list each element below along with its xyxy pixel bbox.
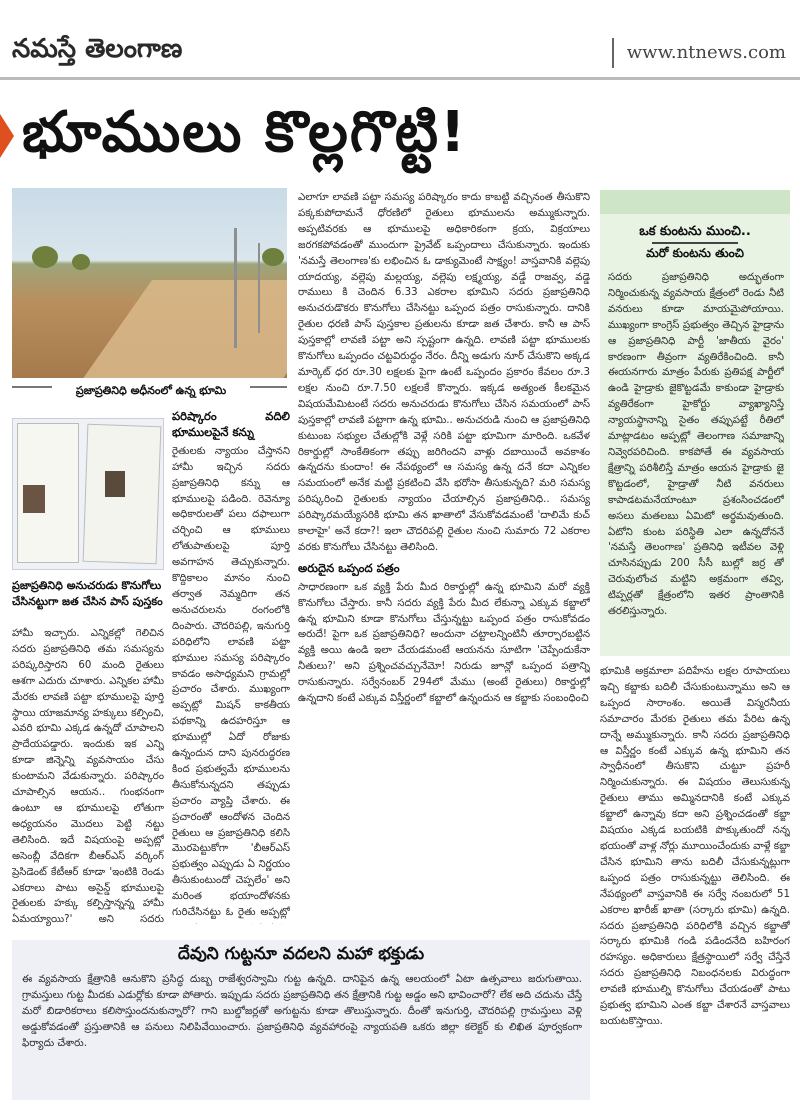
tree xyxy=(262,248,284,266)
photo-caption: ప్రజాప్రతినిధి అధీనంలో ఉన్న భూమి xyxy=(75,384,227,397)
caption-rule xyxy=(12,386,52,388)
paragraph: రైతులకు న్యాయం చేస్తానని హామీ ఇచ్చిన సదరు ప్రజాప్రతినిధి కన్ను ఆ భూములపై పడింది. రెవెన్యూ అధికారులతో పలు దఫాలుగా చర్చించి ఆ భూములు లోతుపాతులపై పూర్తి అవగాహన తెచ్చుకున్నారు. కొద్దికాలం మానం నుంచి తర్వాత నెమ్మదిగా తన అనుచరులను రంగంలోకి దింపారు. చౌదరిపల్లి, ఇనుగుర్తి పరిధిలోని లావణి పట్టా భూముల సమస్య పరిష్కారం కావడం అసాధ్యమని గ్రామల్లో ప్రచారం చేశారు. ముఖ్యంగా అప్పట్లో మిషన్ కాకతీయ పథకాన్ని ఉదహరిస్తూ ఆ భూముల్లో ఏదో రోజుకు ఉన్నందున దాని పునరుద్ధరణ కింద ప్రభుత్వమే భూములను తీసుకోనున్నదని తప్పుడు ప్రచారం వ్యాప్తి చేశారు. ఈ ప్రచారంతో ఆందోళన చెందిన రైతులు ఆ ప్రజాప్రతినిధి కలిసి మొరపెట్టుకోగా 'బీఆర్ఎస్ ప్రభుత్వం ఎప్పుడు ఏ నిర్ణయం తీసుకుంటుందో చెప్పలేం' అని మరింత భయాందోళనకు గురిచేసినట్టు ఓ రైతు అప్పట్లో xyxy=(172,445,290,919)
owner-photo xyxy=(105,471,125,497)
subheading: పరిష్కారం వదిలి భూములపైనే కన్ను xyxy=(172,409,290,439)
sidebar-band xyxy=(600,190,790,214)
land-photo xyxy=(12,188,287,378)
arrow-icon xyxy=(0,114,14,158)
feature-title: దేవుని గుట్టనూ వదలని మహా భక్తుడు xyxy=(177,944,425,964)
pole xyxy=(258,243,260,333)
article-column-1 xyxy=(12,626,164,926)
sidebar-text xyxy=(608,270,784,652)
paragraph: భూమికి అక్రమాలా పదిహేను లక్షల రూపాయలు ఇచ్చి కబ్జాకు బదిలీ చేసుకుంటున్నాము అని ఆ ఒప్పంద సారాంశం. అయితే విస్మరనీయ సమాచారం మేరకు రైతులు తమ పేరిట ఉన్న దాన్నే అమ్ముకున్నారు. కానీ సదరు ప్రజాప్రతినిధి ఆ విస్తీర్ణం కంటే ఎక్కువ ఉన్న భూమిని తన స్వాధీనంలో తీసుకొని చుట్టూ ప్రహరీ నిర్మించుకున్నారు. ఈ విషయం తెలుసుకున్న రైతులు తాము అమ్మినదానికి కంటే ఎక్కువ కబ్జాలో ఉన్నావు కదా అని ప్రశ్నించడంతో కబ్జా విషయం ఎక్కడ బయటికి పొక్కుతుందో నన్న భయంతో వాళ్ల నోర్లు మూయించేందుకు వాళ్లే కబ్జా చేసిన భూమిని తాను బదిలీ చేసుకున్నట్లుగా ఒప్పంద పత్రం రాసుకున్నట్టు తెలిసింది. ఈ నేపథ్యంలో వాస్తవానికి ఈ సర్వే నంబరులో 51 ఎకరాల ఖారీజ్ ఖాతా (సర్కారు భూమి) ఉన్నది. సదరు ప్రజాప్రతినిధి పరిధిలోకి వచ్చిన కబ్జాతో సర్కారు భూమికి గండి పడిందనేది బహిరంగ రహస్యం. అధికారులు క్షేత్రస్థాయిలో సర్వే చేస్తేనే సదరు ప్రజాప్రతినిధి నిబంధనలకు విరుద్ధంగా లావణి భూముల్ని కొనుగోలు చేయడంతో పాటు ప్రభుత్వ భూమిని ఎంత కబ్జా చేశారనే వాస్తవాలు బయటకొస్తాయి. xyxy=(600,666,790,1027)
paragraph: హామీ ఇచ్చారు. ఎన్నికల్లో గెలిచిన సదరు ప్రజాప్రతినిధి తమ సమస్యను పరిష్కరిస్తారని 60 మంది రైతులు ఆశగా ఎదురు చూశారు. ఎన్నికల హామీ మేరకు లావణి పట్టా భూములపై పూర్తి స్థాయి యాజమాన్య హక్కులు కల్పించి, ఎవరి భూమి ఎక్కడ ఉన్నదో చూపాలని ప్రాదేయపడ్డారు. ఇందుకు ఇక ఎన్ని కూడా జిన్నెన్ని వ్యవసాయం చేసు కుంటామని వేడుకున్నారు. పరిష్కారం చూపాల్సిన ఆయన.. గుంభనంగా ఉంటూ ఆ భూములపై లోతుగా అధ్యయనం మొదలు పెట్టి నట్టు తెలిసింది. ఇదే విషయంపై అప్పట్లో అసెంబ్లీ వేదికగా బీఆర్ఎస్ వర్కింగ్ ప్రెసిడెంట్ కేటీఆర్ కూడా 'ఇంటికి రెండు ఎకరాలు పాటు అసైన్డ్ భూములపై రైతులకు హక్కు కల్పిస్తాన్నన్న హామీ ఏమయ్యాయి?' అని సదరు xyxy=(12,628,164,926)
article-column-2 xyxy=(172,404,290,924)
sidebar-subtitle: మరో కుంటను తుంచి xyxy=(646,246,744,260)
road-shape xyxy=(12,280,287,378)
owner-photo xyxy=(23,485,45,513)
paragraph: సదరు ప్రజాప్రతినిధి అద్భుతంగా నిర్మించుకున్న వ్యవసాయ క్షేత్రంలో రెండు నీటి వనరులు కూడా మాయమైపోయాయి. ముఖ్యంగా కాంగ్రెస్ ప్రభుత్వం తెచ్చిన హైడ్రాను ఆ ప్రజాప్రతినిధి పార్టీ 'జాతీయ వైరం' కారణంగా తీవ్రంగా వ్యతిరేకించింది. కానీ ఈయనగారు మాత్రం పేరుకు ప్రతిపక్ష పార్టీలో ఉండి హైడ్రాకు జైకొట్టడమే కాకుండా హైడ్రాకు వ్యతిరేకంగా హైకోర్టు వ్యాఖ్యానిస్తే న్యాయస్థానాన్ని సైతం తప్పుపట్టే రీతిలో మాట్లాడటం అప్పట్లో తెలంగాణ సమాజాన్ని నివ్వెరపరిచింది. కాకపోతే ఈ వ్యవసాయ క్షేత్రాన్ని పరిశీలిస్తే మాత్రం ఆయన హైడ్రాకు జై కొట్టడంలో, హైడ్రాతో నీటి వనరులు కాపాడటమనేయాంటూ ప్రశంసించడంలో అసలు మతలబు ఏమిటో అర్థమవుతుంది. ఏటోని కుంట పరిస్థితి ఎలా ఉన్నదోననే 'నమస్తే తెలంగాణ' ప్రతినిధి ఇటీవల వెళ్లి చూసినప్పుడు 200 సీసీ బుల్లో జర్ర తో చెరువులోంచ మట్టిని అక్రమంగా తవ్వి, టిప్పర్లతో క్షేత్రంలోని ఇతర ప్రాంతానికి తరలిస్తున్నారు. xyxy=(608,272,784,618)
divider xyxy=(612,38,614,68)
masthead xyxy=(0,0,800,80)
feature-box xyxy=(12,940,590,1100)
website-url[interactable]: www.ntnews.com xyxy=(626,42,786,63)
article-column-3 xyxy=(298,190,590,930)
subheading: అరుదైన ఒప్పంద పత్రం xyxy=(298,560,400,575)
page-headline: భూములు కొల్లగొట్టి! xyxy=(22,100,468,165)
paragraph: ఎలాగూ లావణి పట్టా సమస్య పరిష్కారం కాదు కాబట్టి వచ్చినంత తీసుకొని పక్కకుపోదామనే ధోరణిలో రైతులు భూములను అమ్ముకున్నారు. అప్పటివరకు ఆ భూములపై అధికారికంగా క్రయ, విక్రయాలు జరగకపోవడంతో ముందుగా ప్రైవేట్ ఒప్పందాలు చేసుకున్నారు. ఇందుకు 'నమస్తే తెలంగాణ'కు లభించిన ఓ డాక్యుమెంటే సాక్ష్యం! వాస్తవానికి వల్లెపు యాదయ్య, వల్లెపు మల్లయ్య, వల్లెపు లక్ష్మయ్య, వడ్డే రాజవ్వ, వడ్డె రాములు కి చెందిన 6.33 ఎకరాల భూమిని సదరు ప్రజాప్రతినిధి అనుచరుడొకరు కొనుగోలు చేసినట్టు ఒప్పంద పత్రం రాసుకున్నారు. దానికి రైతుల ధరణి పాస్ పుస్తకాల ప్రతులను కూడా జత చేశారు. కానీ ఆ పాస్ పుస్తకాల్లో లావణి పట్టా అని స్పష్టంగా ఉన్నది. లావణి పట్టా భూములకు కొనుగోలు ఒప్పందం చట్టవిరుద్ధం నేరం. దీన్ని అడుగు నూర్ చేసుకొని అక్కడ మార్కెట్ ధర రూ.30 లక్షలకు పైగా ఉంటే ఒప్పందం ప్రకారం కేవలం రూ.3 లక్షల నుంచి రూ.7.50 లక్షలకే కొన్నారు. ఇక్కడ అత్యంత కీలకమైన విషయమేమిటంటే సదరు అనుచరుడు కొనుగోలు చేసిన సమయంలో పాస్ పుస్తకాల్లో లావణి పట్టాగా ఉన్న భూమి.. అనుచరుడి నుంచి ఆ ప్రజాప్రతినిధి కుటుంబ సభ్యుల చేతుల్లోకి వెళ్లే సరికి పట్టా భూమిగా మారింది. ఒకవేళ రికార్డుల్లో సాంకేతికంగా తప్పు జరిగిందని వాళ్లు దబాయించే అవకాశం ఉన్నదను కుందాం! ఈ నేపథ్యంలో ఆ సమస్య ఉన్న దనే కదా ఎన్నికల సమయంలో అనేక మట్టి ప్రకటించి వేసి భరోసా తీసుకున్నది? మరి సమస్య పరిష్కరించి రైతులకు న్యాయం చేయాల్సిన ప్రజాప్రతినిధి.. సమస్య పరిష్కారమయ్యేసరికి భూమి తన ఖాతాలో వేసుకోవడమంటే 'దాలిమే కుచ్ కాలాహై' అనే కదా?! ఇలా చౌదరిపల్లి రైతుల నుంచి సుమారు 72 ఎకరాల వరకు కొనుగోలు చేసినట్టు తెలిసింది. xyxy=(298,192,590,553)
pole xyxy=(234,228,237,348)
paragraph: ఈ వ్యవసాయ క్షేత్రానికి ఆనుకొని ప్రసిద్ధ దుబ్బ రాజేశ్వరస్వామి గుట్ట ఉన్నది. దానిపైన ఉన్న ఆలయంలో ఏటా ఉత్సవాలు జరుగుతాయి. గ్రామస్తులు గుట్ట మీదకు ఎడుర్లోకు కూడా పోతారు. ఇప్పుడు సదరు ప్రజాప్రతినిధి తన క్షేత్రానికి గుట్ట అడ్డం అని భావించారో? లేక అది చదును చేస్తే మరో బిడారికరాలు కలిసొస్తుందనుకున్నారో? గాని బుల్డోజర్లతో అగుట్టను కూడా తొలుస్తున్నారు. దీంతో ఇనుగుర్తి, చౌదరిపల్లి గ్రామస్తులు వెళ్లి అడ్డుకోవడంతో ప్రస్తుతానికి ఆ పనులు నిలిపివేయించారు. ప్రజాప్రతినిధి వ్యవహారంపై న్యాయపతి ఒకరు జిల్లా కలెక్టర్ కు లిఖిత పూర్వకంగా ఫిర్యాదు చేశారు. xyxy=(22,974,582,1049)
tree xyxy=(72,254,90,270)
tree xyxy=(32,246,58,268)
feature-text xyxy=(22,972,582,1096)
article-column-4 xyxy=(600,664,790,1092)
passbook-image xyxy=(12,418,164,570)
headline-block xyxy=(0,96,800,176)
title-underline xyxy=(652,242,738,244)
sidebar-title: ఒక కుంటను ముంచి.. xyxy=(639,224,751,239)
newspaper-logo: నమస్తే తెలంగాణ xyxy=(12,34,183,64)
paragraph: సాధారణంగా ఒక వ్యక్తి పేరు మీద రికార్డుల్లో ఉన్న భూమిని మరో వ్యక్తి కొనుగోలు చేస్తారు. కానీ సదరు వ్యక్తి పేరు మీద లేకున్నా ఎక్కువ కబ్జాలో ఉన్న భూమిని కూడా కొనుగోలు చేస్తున్నట్టు ఒప్పంద పత్రం రాసుకోవడం అరుదే! పైగా ఒక ప్రజాప్రతినిధి? అందునా చట్టాలన్నింటినీ తూర్పారబట్టిన వ్యక్తి అయి ఉండి ఇలా చేయడమంటే ఆయనను సూటిగా 'చెప్పేందుకేనా నీతులు?' అని ప్రశ్నించవచ్చునేమో! నిరుడు జూన్లో ఒప్పంద పత్రాన్ని రాసుకున్నారు. సర్వేనంబర్ 294లో మేము (అంటే రైతులు) రికార్డుల్లో ఉన్నదాని కంటే ఎక్కువ విస్తీర్ణంలో కబ్జాలో ఉన్నందున ఆ కబ్జాకు సంబంధించి xyxy=(298,581,590,705)
sidebar-box xyxy=(600,190,790,656)
passbook-caption: ప్రజాప్రతినిధి అనుచరుడు కొనుగోలు చేసినట్టుగా జత చేసిన పాస్ పుస్తకం xyxy=(12,579,163,608)
caption-rule xyxy=(250,386,287,388)
